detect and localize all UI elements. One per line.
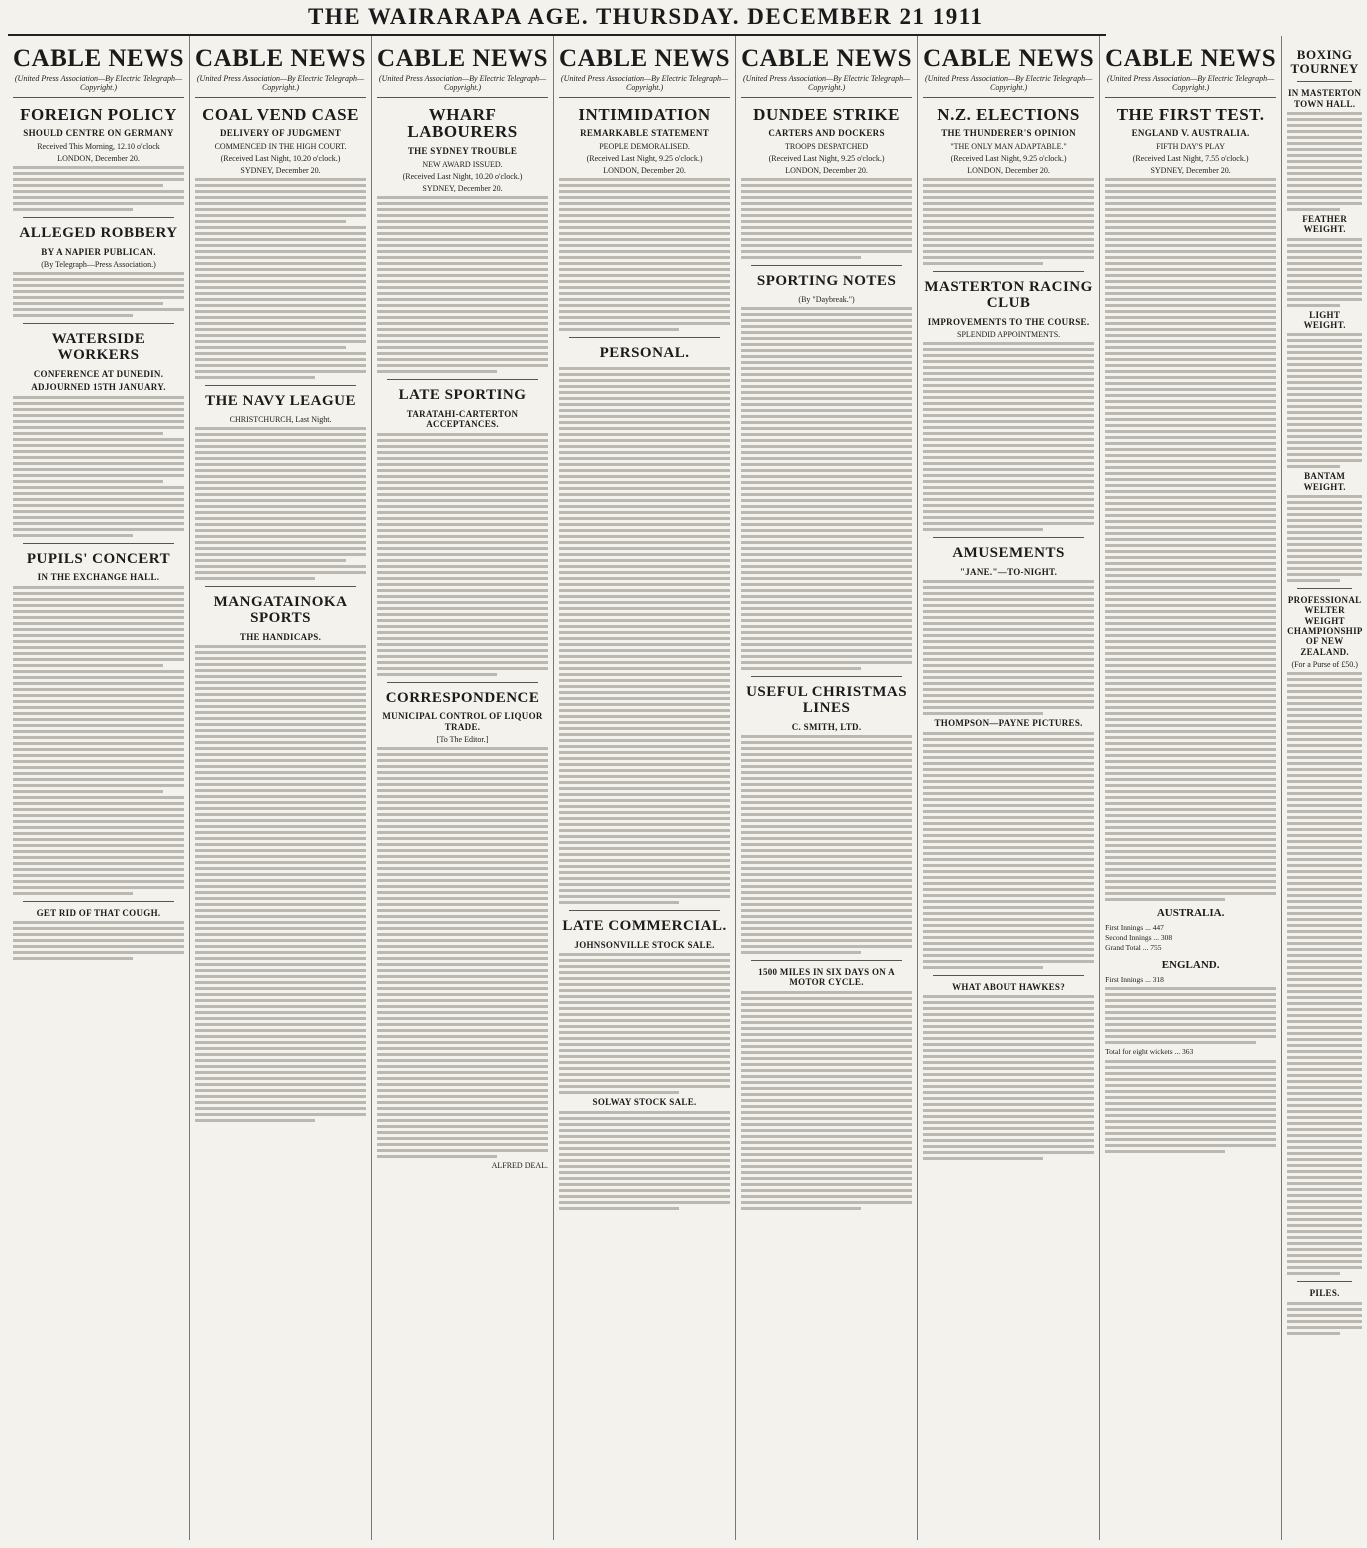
article-text <box>1287 238 1362 307</box>
article-text <box>13 272 184 317</box>
newspaper-title: THE WAIRARAPA AGE. THURSDAY. DECEMBER 21 1911 <box>308 4 984 29</box>
headline-mangatainoka-sports: MANGATAINOKA SPORTS <box>213 594 348 627</box>
article-text <box>377 747 548 1158</box>
headline-alleged-robbery: ALLEGED ROBBERY <box>19 225 178 242</box>
article-text <box>13 166 184 211</box>
article-text <box>1287 112 1362 211</box>
headline-christmas-lines: USEFUL CHRISTMAS LINES <box>746 684 908 717</box>
subhead: CARTERS AND DOCKERS <box>768 128 885 139</box>
advert-heading: PILES. <box>1309 1288 1340 1299</box>
subhead: "JANE."—TO-NIGHT. <box>959 567 1058 578</box>
subhead: COMMENCED IN THE HIGH COURT. <box>214 141 347 151</box>
subhead: JOHNSONVILLE STOCK SALE. <box>574 939 715 950</box>
subhead: "THE ONLY MAN ADAPTABLE." <box>950 141 1067 151</box>
masthead <box>8 0 1106 36</box>
subhead: [To The Editor.] <box>436 735 489 745</box>
article-text <box>559 1111 730 1210</box>
scoreboard-england-title: ENGLAND. <box>1161 958 1220 971</box>
article-text <box>13 586 184 895</box>
dateline: SYDNEY, December 20. <box>422 184 503 193</box>
subhead: FIFTH DAY'S PLAY <box>1156 141 1226 151</box>
article-text <box>741 991 912 1210</box>
column-6 <box>918 36 1100 1540</box>
association-credit: (United Press Association—By Electric Telegraph—Copyright.) <box>741 75 912 98</box>
article-text <box>923 995 1094 1160</box>
scoreboard-australia <box>1105 923 1276 952</box>
article-text <box>1287 333 1362 468</box>
dateline: CHRISTCHURCH, Last Night. <box>229 415 332 425</box>
article-text <box>195 645 366 1122</box>
subhead: IN THE EXCHANGE HALL. <box>37 572 160 583</box>
article-text <box>377 433 548 676</box>
dateline: (Received Last Night, 9.25 o'clock.) <box>768 153 885 163</box>
article-text <box>559 178 730 331</box>
headline-racing-club: MASTERTON RACING CLUB <box>924 279 1093 312</box>
headline-dundee-strike: DUNDEE STRIKE <box>753 104 900 124</box>
subhead: C. SMITH, LTD. <box>791 721 862 732</box>
article-text <box>741 178 912 259</box>
cable-heading: CABLE NEWS <box>923 45 1095 72</box>
subhead: LIGHT WEIGHT. <box>1303 309 1346 330</box>
subhead: SOLWAY STOCK SALE. <box>592 1097 697 1108</box>
headline-first-test: THE FIRST TEST. <box>1116 104 1265 124</box>
advert-text <box>13 921 184 960</box>
article-text <box>923 342 1094 531</box>
subhead: DELIVERY OF JUDGMENT <box>220 128 342 139</box>
column-3 <box>372 36 554 1540</box>
column-7 <box>1100 36 1282 1540</box>
cable-heading: CABLE NEWS <box>195 45 367 72</box>
dateline: (Received Last Night, 10.20 o'clock.) <box>402 171 523 181</box>
score-line: Grand Total ... 755 <box>1105 942 1162 952</box>
article-text <box>13 396 184 537</box>
credit: (By Telegraph—Press Association.) <box>41 260 156 270</box>
subhead: IMPROVEMENTS TO THE COURSE. <box>927 316 1090 327</box>
subhead: IN MASTERTON TOWN HALL. <box>1287 88 1362 109</box>
headline-correspondence: CORRESPONDENCE <box>385 689 540 706</box>
subhead: REMARKABLE STATEMENT <box>580 128 710 139</box>
headline-nz-elections: N.Z. ELECTIONS <box>937 104 1080 124</box>
dateline: SYDNEY, December 20. <box>240 166 321 176</box>
article-text <box>559 953 730 1094</box>
score-line: Total for eight wickets ... 363 <box>1105 1047 1194 1057</box>
column-5 <box>736 36 918 1540</box>
article-text <box>1105 1060 1276 1153</box>
cable-heading: CABLE NEWS <box>559 45 731 72</box>
cable-heading: CABLE NEWS <box>13 45 185 72</box>
subhead: MUNICIPAL CONTROL OF LIQUOR TRADE. <box>382 711 543 732</box>
association-credit: (United Press Association—By Electric Telegraph—Copyright.) <box>195 75 366 98</box>
article-text <box>1105 178 1276 901</box>
article-text <box>195 427 366 580</box>
association-credit: (United Press Association—By Electric Telegraph—Copyright.) <box>13 75 184 98</box>
subhead: TROOPS DESPATCHED <box>785 141 869 151</box>
advert-text <box>1287 1302 1362 1335</box>
subhead: BANTAM WEIGHT. <box>1303 471 1346 492</box>
article-text <box>377 196 548 373</box>
dateline: LONDON, December 20. <box>785 166 868 176</box>
headline-personal: PERSONAL. <box>599 345 690 362</box>
batting-list <box>1105 987 1276 1044</box>
subhead: SPLENDID APPOINTMENTS. <box>957 330 1061 340</box>
byline: (By "Daybreak.") <box>798 295 855 305</box>
article-text <box>923 580 1094 715</box>
subhead: (For a Purse of £50.) <box>1291 660 1358 670</box>
dateline: (Received Last Night, 9.25 o'clock.) <box>950 153 1067 163</box>
headline-pupils-concert: PUPILS' CONCERT <box>26 550 171 567</box>
article-text <box>741 735 912 954</box>
score-line: First Innings ... 447 <box>1105 923 1164 933</box>
dateline: (Received Last Night, 10.20 o'clock.) <box>220 153 341 163</box>
headline-sporting-notes: SPORTING NOTES <box>756 273 897 290</box>
headline-hawkes: WHAT ABOUT HAWKES? <box>952 981 1066 992</box>
association-credit: (United Press Association—By Electric Telegraph—Copyright.) <box>1105 75 1276 98</box>
headline-late-sporting: LATE SPORTING <box>398 387 527 404</box>
score-line: First Innings ... 318 <box>1105 974 1164 984</box>
article-text <box>923 178 1094 265</box>
subhead: THE THUNDERER'S OPINION <box>941 128 1076 139</box>
headline-waterside-workers: WATERSIDE WORKERS <box>51 331 146 364</box>
dateline: (Received Last Night, 9.25 o'clock.) <box>586 153 703 163</box>
cable-heading: CABLE NEWS <box>741 45 913 72</box>
cable-heading: CABLE NEWS <box>377 45 549 72</box>
association-credit: (United Press Association—By Electric Telegraph—Copyright.) <box>559 75 730 98</box>
headline-intimidation: INTIMIDATION <box>578 104 711 124</box>
headline-foreign-policy: FOREIGN POLICY <box>20 104 177 124</box>
headline-boxing-tourney: BOXING TOURNEY <box>1290 47 1359 76</box>
dateline: SYDNEY, December 20. <box>1150 166 1231 176</box>
subhead: THOMPSON—PAYNE PICTURES. <box>934 718 1083 729</box>
subhead: THE SYDNEY TROUBLE <box>407 146 518 157</box>
signature: ALFRED DEAL. <box>491 1161 549 1171</box>
subhead: SHOULD CENTRE ON GERMANY <box>23 128 174 139</box>
subhead: ADJOURNED 15TH JANUARY. <box>31 382 166 393</box>
article-text <box>1287 672 1362 1275</box>
column-2 <box>190 36 372 1540</box>
dateline: LONDON, December 20. <box>967 166 1050 176</box>
headline-amusements: AMUSEMENTS <box>952 545 1065 562</box>
association-credit: (United Press Association—By Electric Telegraph—Copyright.) <box>923 75 1094 98</box>
association-credit: (United Press Association—By Electric Telegraph—Copyright.) <box>377 75 548 98</box>
subhead: CONFERENCE AT DUNEDIN. <box>33 368 164 379</box>
headline-wharf-labourers: WHARF LABOURERS <box>407 104 518 142</box>
scoreboard-england <box>1105 975 1276 1058</box>
advert-heading: GET RID OF THAT COUGH. <box>36 907 161 918</box>
subhead: FEATHER WEIGHT. <box>1302 213 1348 235</box>
article-text <box>741 307 912 670</box>
subhead: PEOPLE DEMORALISED. <box>599 141 690 151</box>
column-1 <box>8 36 190 1540</box>
subhead: TARATAHI-CARTERTON ACCEPTANCES. <box>406 408 519 430</box>
article-text <box>1287 495 1362 582</box>
cable-heading: CABLE NEWS <box>1105 45 1277 72</box>
dateline: Received This Morning, 12.10 o'clock <box>37 141 160 151</box>
column-8 <box>1282 36 1367 1540</box>
dateline: (Received Last Night, 7.55 o'clock.) <box>1132 153 1249 163</box>
headline-late-commercial: LATE COMMERCIAL. <box>562 918 727 935</box>
headline-motor-cycle: 1500 MILES IN SIX DAYS ON A MOTOR CYCLE. <box>758 967 895 988</box>
headline-coal-vend-case: COAL VEND CASE <box>202 104 359 124</box>
subhead: NEW AWARD ISSUED. <box>422 159 503 169</box>
headline-navy-league: THE NAVY LEAGUE <box>205 393 356 410</box>
article-text <box>923 732 1094 969</box>
scoreboard-australia-title: AUSTRALIA. <box>1156 907 1225 920</box>
page-columns <box>8 36 1363 1540</box>
article-text <box>559 367 730 904</box>
dateline: LONDON, December 20. <box>57 153 140 163</box>
column-4 <box>554 36 736 1540</box>
subhead: PROFESSIONAL WELTER WEIGHT CHAMPIONSHIP OF NEW ZEALAND. <box>1287 595 1363 657</box>
subhead: THE HANDICAPS. <box>239 631 322 642</box>
subhead: BY A NAPIER PUBLICAN. <box>41 246 156 257</box>
dateline: LONDON, December 20. <box>603 166 686 176</box>
score-line: Second Innings ... 308 <box>1105 933 1173 943</box>
subhead: ENGLAND V. AUSTRALIA. <box>1131 128 1250 139</box>
article-text <box>195 178 366 379</box>
